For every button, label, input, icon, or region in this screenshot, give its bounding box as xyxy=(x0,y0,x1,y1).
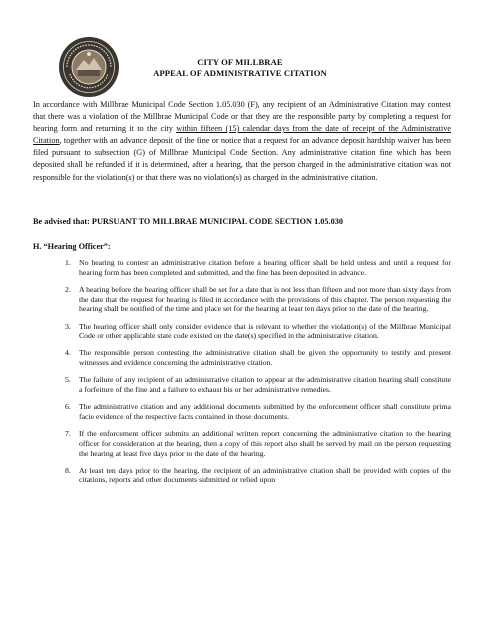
item-number: 7. xyxy=(65,429,71,439)
city-seal-logo xyxy=(58,36,120,98)
document-title: APPEAL OF ADMINISTRATIVE CITATION xyxy=(153,68,327,78)
item-text: The hearing officer shall only consider evidence that is relevant to whether the violation(s) of the Millbrae Municipal Code or other applicable state code existed on the date(s) specified in the administrative citation. xyxy=(79,321,451,341)
item-number: 2. xyxy=(65,284,71,294)
list-item xyxy=(33,375,451,394)
intro-paragraph xyxy=(33,99,451,184)
item-number: 4. xyxy=(65,348,71,358)
list-item xyxy=(33,466,451,485)
item-text: The responsible person contesting the administrative citation shall be given the opportunity to testify and present witnesses and evidence concerning the administrative citation. xyxy=(79,348,451,368)
item-number: 1. xyxy=(65,258,71,267)
list-item xyxy=(33,258,451,277)
list-item xyxy=(33,402,451,421)
item-number: 6. xyxy=(65,402,71,412)
item-text: If the enforcement officer submits an additional written report concerning the administrative citation to the hearing officer for consideration at the hearing, then a copy of this report also shall be served by mail on the person requesting the hearing at least five days prior to the date of the hearing. xyxy=(79,429,451,458)
item-text: The administrative citation and any additional documents submitted by the enforcement officer shall constitute prima facie evidence of the respective facts contained in those documents. xyxy=(79,402,451,421)
hearing-rules-list xyxy=(33,258,451,493)
city-name: CITY OF MILLBRAE xyxy=(197,57,283,67)
item-text: A hearing before the hearing officer shall be set for a date that is not less than fifteen and not more than sixty days from the date that the request for hearing is filed in accordance with the provisions of this chapter. The person requesting the hearing shall be notified of the time and place set for the hearing at least ten days prior to the date of the hearing. xyxy=(79,284,451,314)
item-number: 3. xyxy=(65,321,71,331)
section-heading: H. “Hearing Officer”: xyxy=(33,242,111,251)
list-item xyxy=(33,348,451,367)
item-text: At least ten days prior to the hearing, the recipient of an administrative citation shall be provided with copies of the citations, reports and other documents submitted or relied upon xyxy=(79,465,451,485)
list-item xyxy=(33,285,451,314)
intro-text-2: , together with an advance deposit of the fine or notice that a request for an advance deposit hardship waiver has been filed pursuant to subsection (G) of Millbrae Municipal Code Section. Any administrative citation fine which has been deposited shall be refunded if it is determined, after a hearing, that the person charged in the administrative citation was not responsible for the violation(s) or that there was no violation(s) as charged in the administrative citation. xyxy=(33,136,451,182)
item-number: 5. xyxy=(65,375,71,385)
item-text: The failure of any recipient of an administrative citation to appear at the administrative citation hearing shall constitute a forfeiture of the fine and a failure to exhaust his or her administrative remedies. xyxy=(79,375,451,395)
item-number: 8. xyxy=(65,465,71,475)
deadline-text: within fifteen (15) calendar days from the date of receipt of the Administrative Citation xyxy=(33,124,451,146)
intro-text-1: In accordance with Millbrae Municipal Code Section 1.05.030 (F), any recipient of an Administrative Citation may contest that there was a violation of the Millbrae Municipal Code or that they are the responsible party by completing a request for hearing form and returning it to the city xyxy=(33,100,451,134)
list-item xyxy=(33,322,451,341)
advised-statement: Be advised that: PURSUANT TO MILLBRAE MUNICIPAL CODE SECTION 1.05.030 xyxy=(33,217,343,226)
list-item xyxy=(33,429,451,458)
item-text: No hearing to contest an administrative citation before a hearing officer shall be held unless and until a request for hearing form has been completed and submitted, and the fine has been deposited in advance. xyxy=(79,258,451,277)
